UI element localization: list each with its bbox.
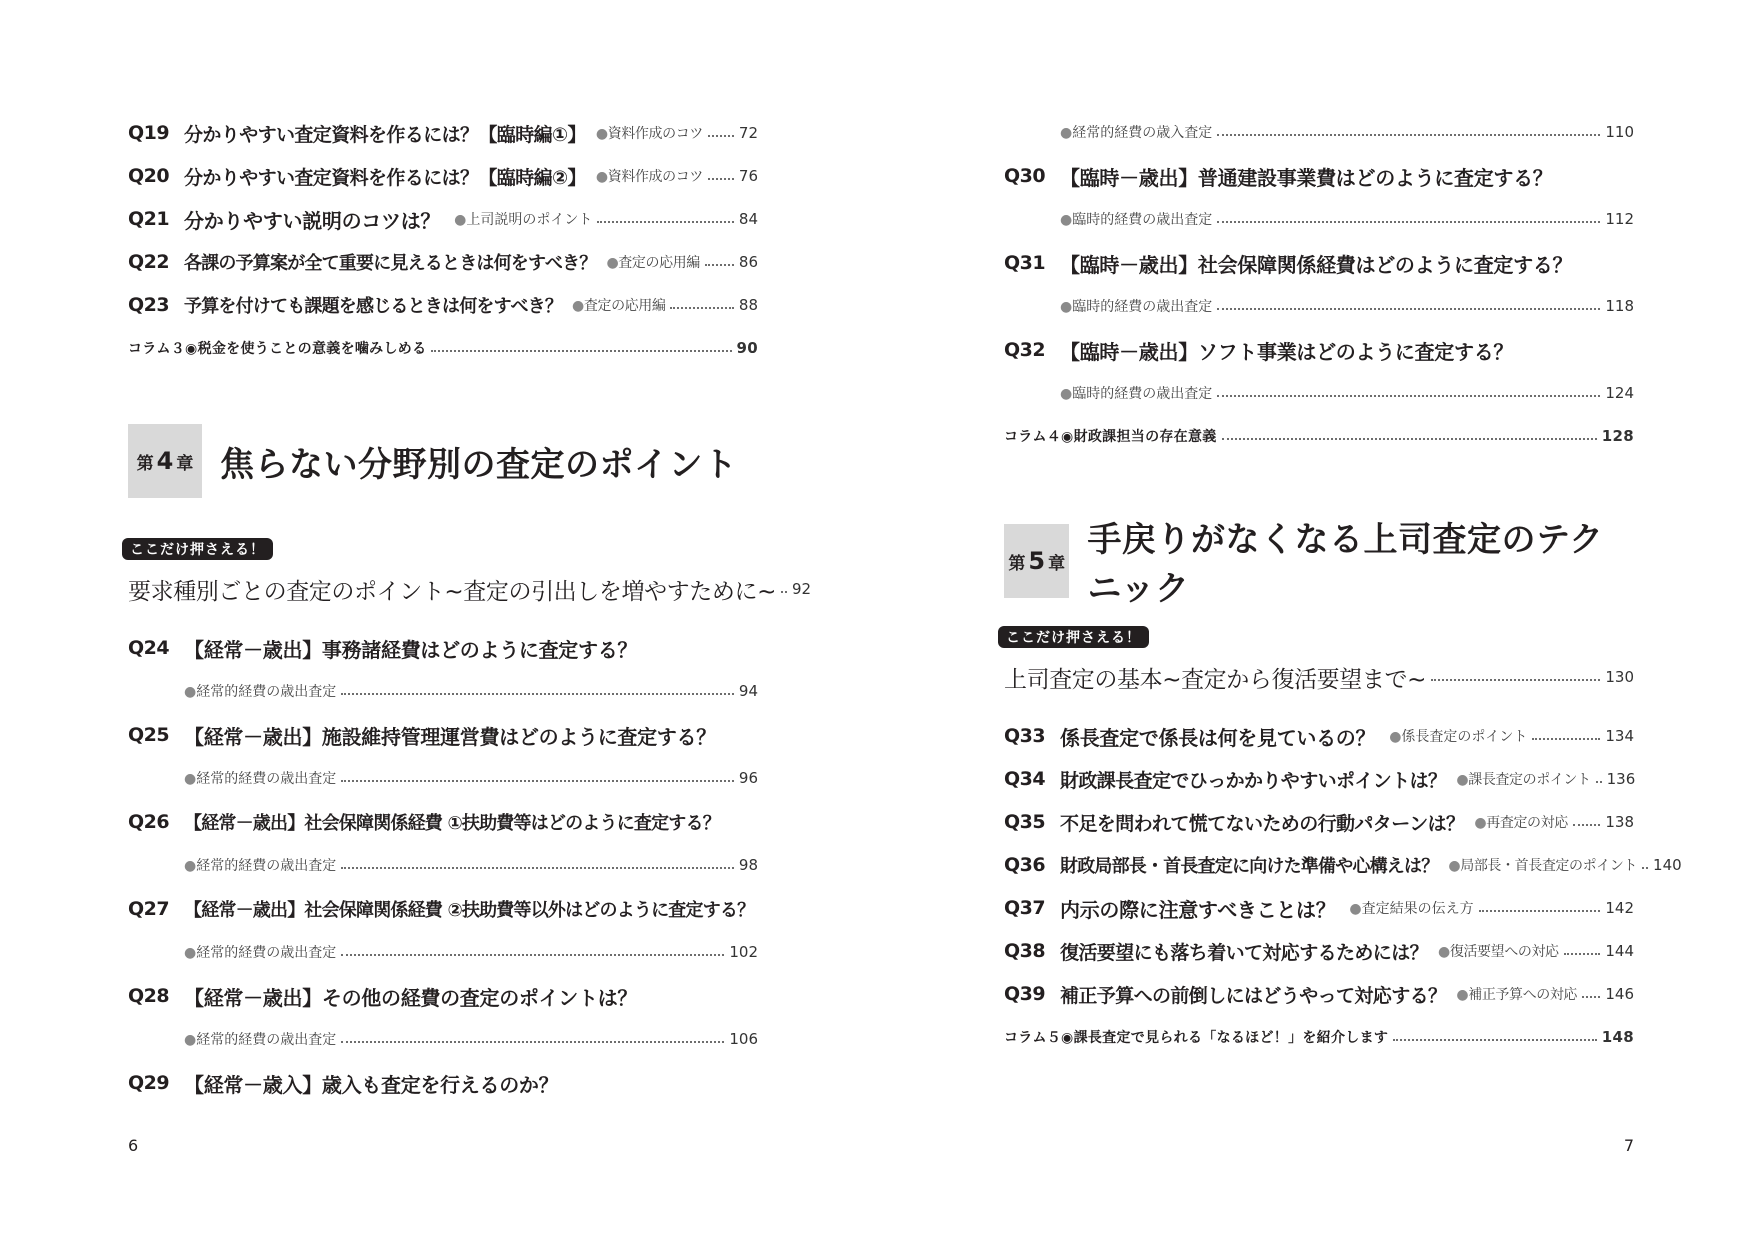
toc-entry-q23[interactable] (128, 285, 758, 325)
bullet-icon: ● (184, 684, 197, 700)
page-ref: 128 (1601, 427, 1634, 445)
column-title: コラム３◉税金を使うことの意義を噛みしめる (128, 341, 427, 357)
bullet-icon: ● (184, 1032, 197, 1048)
question-number: Q32 (1004, 339, 1046, 361)
chapter-title: 焦らない分野別の査定のポイント (220, 444, 738, 485)
question-number: Q19 (128, 122, 170, 144)
bullet-icon: ● (1456, 987, 1469, 1003)
toc-subentry-q29[interactable] (1060, 116, 1634, 148)
dot-leader (1393, 1039, 1597, 1041)
question-title: 補正予算への前倒しにはどうやって対応する？ (1060, 984, 1447, 1007)
dot-leader (1217, 134, 1600, 136)
question-title: 係長査定で係長は何を見ているの？ (1060, 725, 1376, 750)
question-number: Q31 (1004, 252, 1046, 274)
toc-entry-q19[interactable] (128, 113, 758, 153)
page-ref: 72 (738, 124, 758, 142)
page-ref: 146 (1605, 985, 1634, 1003)
question-title: 内示の際に注意すべきことは？ (1060, 897, 1336, 922)
dot-leader (1582, 996, 1600, 998)
section-note: ●資料作成のコツ (595, 169, 703, 185)
page-ref: 90 (736, 339, 758, 357)
section-note: ●課長査定のポイント (1456, 772, 1591, 788)
question-title: 【臨時－歳出】ソフト事業はどのように査定する？ (1060, 339, 1514, 364)
dot-leader (1596, 781, 1602, 783)
question-number: Q22 (128, 251, 170, 273)
question-title: 【経常－歳出】社会保障関係経費 ②扶助費等以外はどのように査定する？ (184, 900, 755, 921)
chapter-number-box: 第 5 章 (1004, 524, 1069, 598)
toc-entry-q33[interactable] (1004, 716, 1634, 756)
page-ref: 88 (738, 296, 758, 314)
toc-column-5[interactable] (1004, 1017, 1634, 1057)
toc-entry-q39[interactable] (1004, 974, 1634, 1014)
question-title: 分かりやすい査定資料を作るには？【臨時編①】 (184, 123, 586, 146)
chapter-number: 4 (156, 447, 174, 475)
question-title: 財政課長査定でひっかかりやすいポイントは？ (1060, 769, 1447, 792)
page-ref: 136 (1606, 770, 1636, 788)
toc-subentry-q24[interactable] (184, 675, 758, 707)
page-ref: 76 (738, 167, 758, 185)
bullet-icon: ● (1448, 858, 1461, 874)
section-note: ●査定の応用編 (606, 255, 700, 271)
dot-leader (1222, 438, 1597, 440)
dot-leader (431, 350, 731, 352)
left-page (128, 0, 812, 1240)
section-note: ●経常的経費の歳出査定 (184, 771, 337, 787)
key-point-badge: ここだけ押さえる！ (122, 538, 273, 560)
section-note: ●上司説明のポイント (454, 212, 593, 228)
section-note: ●復活要望への対応 (1438, 944, 1559, 960)
page-ref: 98 (738, 856, 758, 874)
bullet-icon: ● (1060, 212, 1073, 228)
question-number: Q21 (128, 208, 170, 230)
page-ref: 138 (1605, 813, 1634, 831)
page-ref: 142 (1605, 899, 1634, 917)
section-note: ●臨時的経費の歳出査定 (1060, 386, 1213, 402)
page-ref: 110 (1605, 123, 1634, 141)
page-ref: 140 (1653, 856, 1682, 874)
dot-leader (1573, 824, 1601, 826)
question-number: Q38 (1004, 940, 1046, 962)
toc-entry-q28[interactable] (128, 976, 758, 1016)
page-ref: 102 (729, 943, 758, 961)
section-note: ●査定の応用編 (572, 298, 666, 314)
toc-entry-q31[interactable] (1004, 243, 1634, 283)
question-title: 【臨時－歳出】普通建設事業費はどのように査定する？ (1060, 165, 1553, 190)
bullet-icon: ● (595, 126, 608, 142)
question-number: Q27 (128, 898, 170, 920)
bullet-icon: ● (184, 771, 197, 787)
dot-leader (708, 135, 734, 137)
bullet-icon: ● (1060, 125, 1073, 141)
page-ref: 96 (738, 769, 758, 787)
chapter-4-heading[interactable] (128, 424, 738, 498)
toc-subentry-q27[interactable] (184, 936, 758, 968)
page-ref: 94 (738, 682, 758, 700)
section-note: ●補正予算への対応 (1456, 987, 1578, 1003)
chapter-number-box: 第 4 章 (128, 424, 202, 498)
dot-leader (341, 693, 734, 695)
question-title: 【経常－歳出】施設維持管理運営費はどのように査定する？ (184, 724, 716, 749)
chapter-number: 5 (1028, 547, 1046, 575)
question-number: Q33 (1004, 725, 1046, 747)
page-ref: 144 (1605, 942, 1634, 960)
toc-subentry-q32[interactable] (1060, 377, 1634, 409)
bullet-icon: ● (572, 298, 584, 314)
page-ref: 124 (1605, 384, 1634, 402)
toc-subentry-q31[interactable] (1060, 290, 1634, 322)
section-note: ●経常的経費の歳出査定 (184, 684, 337, 700)
bullet-icon: ● (1438, 944, 1450, 960)
toc-entry-q27[interactable] (128, 889, 758, 929)
bullet-icon: ● (606, 255, 619, 271)
dot-leader (1642, 867, 1648, 869)
question-title: 復活要望にも落ち着いて対応するためには？ (1060, 941, 1429, 964)
toc-column-3[interactable] (128, 328, 758, 368)
dot-leader (1217, 221, 1600, 223)
toc-entry-q24[interactable] (128, 628, 758, 668)
dot-leader (670, 307, 733, 309)
page-ref: 148 (1601, 1028, 1634, 1046)
feature-title: 上司査定の基本~査定から復活要望まで~ (1004, 666, 1426, 693)
section-note: ●経常的経費の歳出査定 (184, 945, 337, 961)
toc-entry-q38[interactable] (1004, 931, 1634, 971)
bullet-icon: ● (1456, 772, 1469, 788)
chapter-title: 手戻りがなくなる上司査定のテクニック (1087, 520, 1604, 609)
page-ref: 134 (1605, 727, 1634, 745)
section-note: ●査定結果の伝え方 (1349, 901, 1474, 917)
toc-entry-q25[interactable] (128, 715, 758, 755)
section-note: ●臨時的経費の歳出査定 (1060, 299, 1213, 315)
feature-title: 要求種別ごとの査定のポイント~査定の引出しを増やすために~ (128, 578, 776, 605)
toc-entry-q32[interactable] (1004, 330, 1634, 370)
question-title: 【経常－歳出】その他の経費の査定のポイントは？ (184, 985, 638, 1010)
question-title: 【臨時－歳出】社会保障関係経費はどのように査定する？ (1060, 252, 1573, 277)
toc-entry-q37[interactable] (1004, 888, 1634, 928)
toc-feature-entry[interactable] (128, 569, 812, 609)
bullet-icon: ● (1389, 729, 1402, 745)
dot-leader (781, 591, 787, 593)
dot-leader (708, 178, 734, 180)
question-number: Q30 (1004, 165, 1046, 187)
toc-subentry-q28[interactable] (184, 1023, 758, 1055)
toc-feature-entry[interactable] (1004, 657, 1634, 697)
toc-entry-q21[interactable] (128, 199, 758, 239)
section-note: ●資料作成のコツ (595, 126, 703, 142)
question-number: Q34 (1004, 768, 1046, 790)
dot-leader (597, 221, 734, 223)
page-ref: 92 (791, 580, 812, 598)
toc-entry-q20[interactable] (128, 156, 758, 196)
key-point-badge: ここだけ押さえる！ (998, 626, 1149, 648)
question-number: Q35 (1004, 811, 1046, 833)
question-number: Q24 (128, 637, 170, 659)
toc-entry-q30[interactable] (1004, 156, 1634, 196)
section-note: ●経常的経費の歳出査定 (184, 1032, 337, 1048)
section-note: ●経常的経費の歳入査定 (1060, 125, 1213, 141)
question-number: Q23 (128, 294, 170, 316)
question-title: 分かりやすい説明のコツは？ (184, 208, 441, 233)
bullet-icon: ● (454, 212, 467, 228)
toc-entry-q26[interactable] (128, 802, 758, 842)
question-number: Q36 (1004, 854, 1046, 876)
right-page (1004, 0, 1682, 1240)
bullet-icon: ● (184, 945, 197, 961)
section-note: ●経常的経費の歳出査定 (184, 858, 337, 874)
bullet-icon: ● (595, 169, 608, 185)
dot-leader (341, 867, 734, 869)
toc-entry-q36[interactable] (1004, 845, 1682, 885)
section-note: ●臨時的経費の歳出査定 (1060, 212, 1213, 228)
question-title: 【経常－歳入】歳入も査定を行えるのか？ (184, 1072, 559, 1097)
section-note: ●係長査定のポイント (1389, 729, 1528, 745)
dot-leader (1564, 953, 1601, 955)
question-title: 【経常－歳出】事務諸経費はどのように査定する？ (184, 637, 638, 662)
dot-leader (1532, 738, 1600, 740)
toc-subentry-q25[interactable] (184, 762, 758, 794)
question-title: 不足を問われて慌てないための行動パターンは？ (1060, 812, 1465, 835)
question-number: Q29 (128, 1072, 170, 1094)
page-ref: 86 (738, 253, 758, 271)
section-note: ●局部長・首長査定のポイント (1448, 858, 1638, 874)
page-ref: 130 (1605, 668, 1634, 686)
bullet-icon: ● (1060, 386, 1073, 402)
dot-leader (1479, 910, 1601, 912)
question-number: Q20 (128, 165, 170, 187)
bullet-icon: ● (184, 858, 197, 874)
question-title: 分かりやすい査定資料を作るには？【臨時編②】 (184, 166, 586, 189)
question-number: Q28 (128, 985, 170, 1007)
page-ref: 84 (738, 210, 758, 228)
column-title: コラム５◉課長査定で見られる「なるほど！」を紹介します (1004, 1030, 1389, 1046)
dot-leader (341, 954, 724, 956)
column-title: コラム４◉財政課担当の存在意義 (1004, 429, 1217, 445)
question-title: 予算を付けても課題を感じるときは何をすべき？ (184, 296, 563, 317)
question-title: 【経常－歳出】社会保障関係経費 ①扶助費等はどのように査定する？ (184, 813, 720, 834)
bullet-icon: ● (1474, 815, 1487, 831)
page-ref: 106 (729, 1030, 758, 1048)
toc-subentry-q26[interactable] (184, 849, 758, 881)
chapter-5-heading[interactable] (1004, 512, 1634, 610)
question-number: Q39 (1004, 983, 1046, 1005)
toc-entry-q34[interactable] (1004, 759, 1634, 799)
section-note: ●再査定の対応 (1474, 815, 1568, 831)
dot-leader (341, 780, 734, 782)
dot-leader (341, 1041, 724, 1043)
toc-entry-q29[interactable] (128, 1063, 758, 1103)
question-number: Q26 (128, 811, 170, 833)
page-number: 7 (1623, 1136, 1634, 1155)
question-number: Q37 (1004, 897, 1046, 919)
page-number: 6 (128, 1136, 139, 1155)
question-title: 財政局部長・首長査定に向けた準備や心構えは？ (1060, 856, 1439, 877)
bullet-icon: ● (1060, 299, 1073, 315)
dot-leader (1217, 395, 1600, 397)
question-number: Q25 (128, 724, 170, 746)
question-title: 各課の予算案が全て重要に見えるときは何をすべき？ (184, 253, 597, 274)
dot-leader (1217, 308, 1600, 310)
page-ref: 118 (1605, 297, 1634, 315)
dot-leader (705, 264, 734, 266)
dot-leader (1431, 679, 1600, 681)
toc-subentry-q30[interactable] (1060, 203, 1634, 235)
bullet-icon: ● (1349, 901, 1362, 917)
toc-column-4[interactable] (1004, 416, 1634, 456)
toc-entry-q22[interactable] (128, 242, 758, 282)
page-ref: 112 (1605, 210, 1634, 228)
toc-entry-q35[interactable] (1004, 802, 1634, 842)
